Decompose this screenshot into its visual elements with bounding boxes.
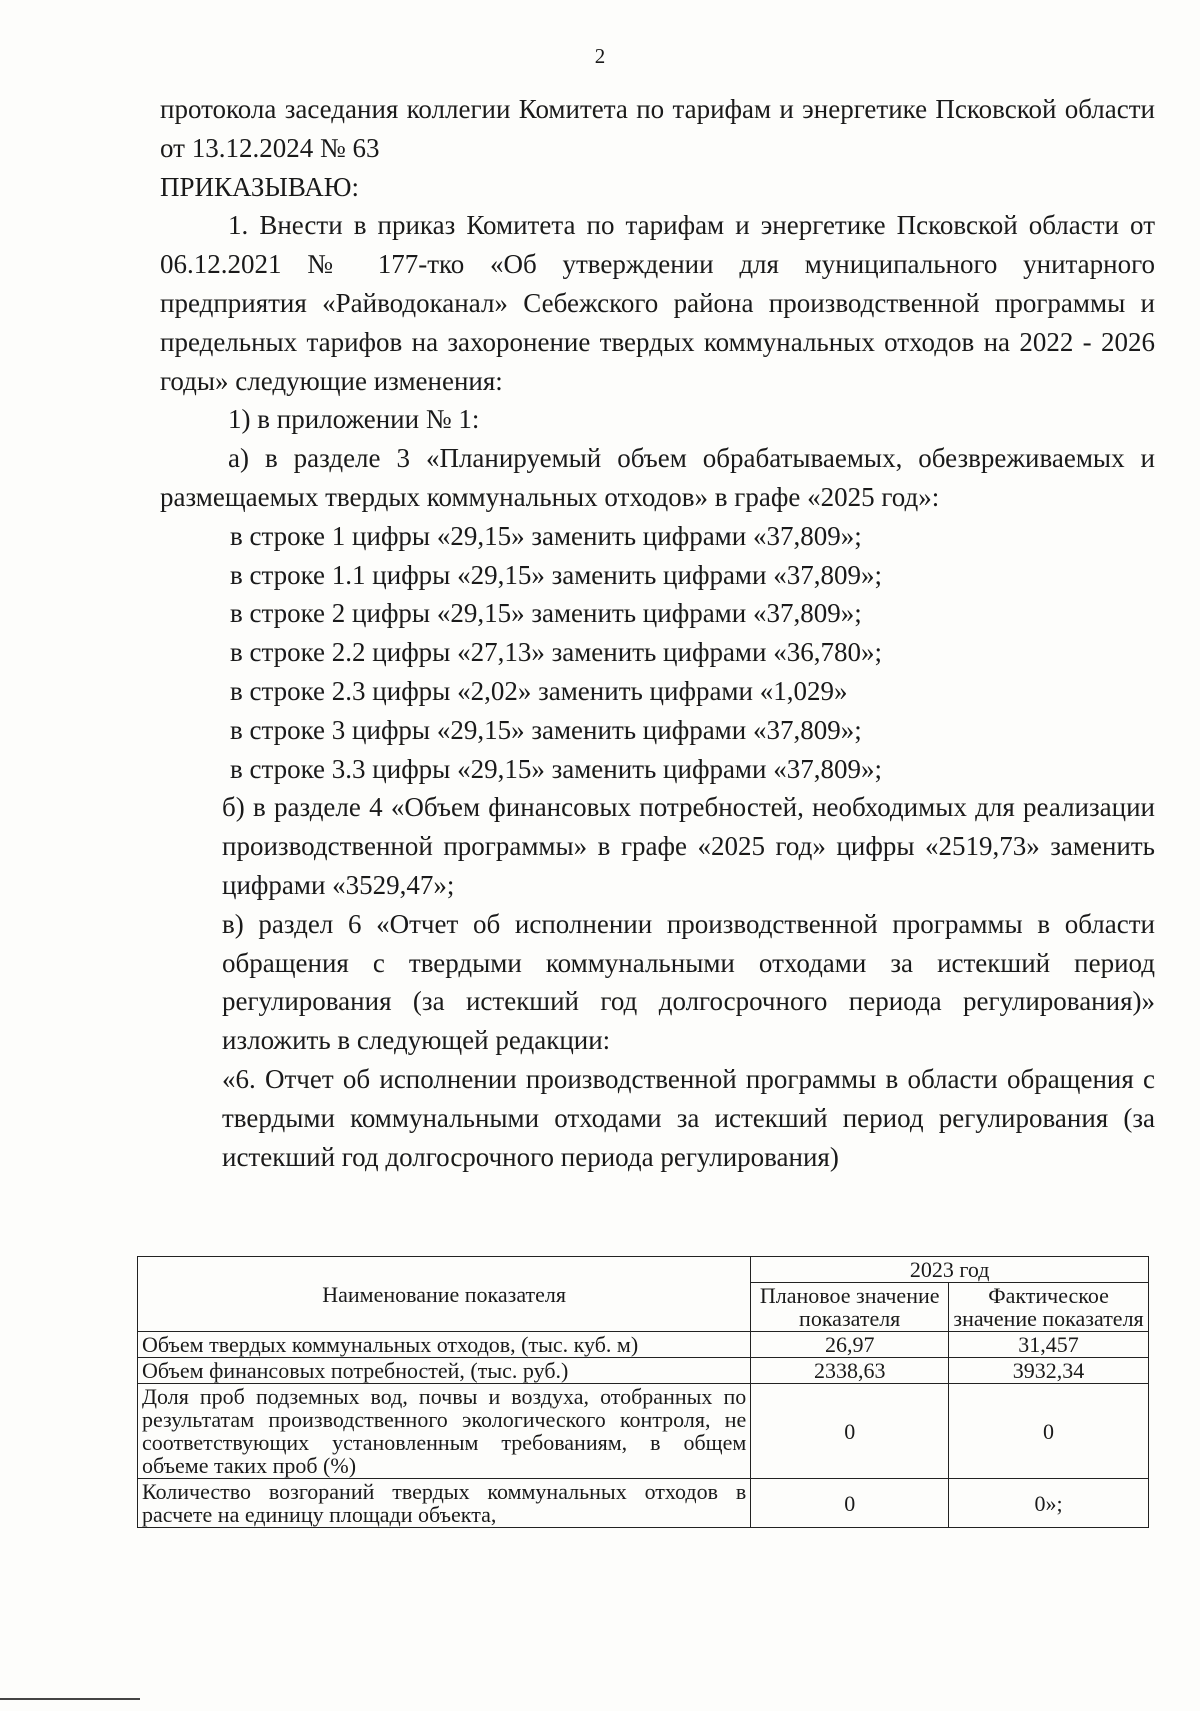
paragraph-section-6: в) раздел 6 «Отчет об исполнении производственной программы в области обращения с твердыми коммунальными отходами за истекший период регулирования (за истекший год долгосрочного периода регулирования)» изложить в следующей редакции: [222,908,1155,1056]
paragraph-row-2-3: в строке 2.3 цифры «2,02» заменить цифрами «1,029» [230,675,848,706]
paragraph-row-1-1: в строке 1.1 цифры «29,15» заменить цифрами «37,809»; [230,559,882,590]
actual-value: 0 [949,1384,1149,1479]
indicator-name: Объем твердых коммунальных отходов, (тыс. куб. м) [138,1332,751,1358]
paragraph-section-4: б) в разделе 4 «Объем финансовых потребностей, необходимых для реализации производственной программы» в графе «2025 год» цифры «2519,73» заменить цифрами «3529,47»; [222,792,1155,900]
indicator-name: Объем финансовых потребностей, (тыс. руб.) [138,1358,751,1384]
indicator-name: Доля проб подземных вод, почвы и воздуха, отобранных по результатам производственного экологического контроля, не соответствующих установленным требованиям, в общем объеме таких проб (%) [138,1384,751,1479]
paragraph-report-title: «6. Отчет об исполнении производственной программы в области обращения с твердыми коммунальными отходами за истекший период регулирования (за истекший год долгосрочного периода регулирования) [222,1063,1155,1172]
paragraph-row-2: в строке 2 цифры «29,15» заменить цифрами «37,809»; [230,598,862,629]
planned-value: 26,97 [751,1332,949,1358]
table-row [138,1358,1149,1384]
paragraph-row-3-3: в строке 3.3 цифры «29,15» заменить цифрами «37,809»; [230,753,882,784]
table-row [138,1384,1149,1479]
page-number: 2 [594,44,606,68]
scan-edge-line [0,1698,140,1700]
table-row [138,1479,1149,1528]
actual-value: 0»; [949,1479,1149,1528]
paragraph-row-3: в строке 3 цифры «29,15» заменить цифрами «37,809»; [230,714,862,745]
table-row [138,1332,1149,1358]
paragraph-order: ПРИКАЗЫВАЮ: [160,171,359,202]
actual-value-header: Фактическое значение показателя [949,1283,1149,1332]
planned-value: 0 [751,1384,949,1479]
planned-value-header: Плановое значение показателя [751,1283,949,1332]
paragraph-row-1: в строке 1 цифры «29,15» заменить цифрами «37,809»; [230,520,862,551]
actual-value: 3932,34 [949,1358,1149,1384]
report-table [137,1256,1149,1528]
table-header-row [138,1257,1149,1283]
document-body [160,90,1155,1176]
indicator-name: Количество возгораний твердых коммунальных отходов в расчете на единицу площади объекта, [138,1479,751,1528]
planned-value: 2338,63 [751,1358,949,1384]
paragraph-item-1: 1. Внести в приказ Комитета по тарифам и энергетике Псковской области от 06.12.2021 № 177-тко «Об утверждении для муниципального унитарного предприятия «Райводоканал» Себежского района производственной программы и предельных тарифов на захоронение твердых коммунальных отходов на 2022 - 2026 годы» следующие изменения: [160,210,1155,396]
paragraph-appendix-1: 1) в приложении № 1: [228,404,480,435]
paragraph-row-2-2: в строке 2.2 цифры «27,13» заменить цифрами «36,780»; [230,637,882,668]
year-header: 2023 год [751,1257,1149,1283]
planned-value: 0 [751,1479,949,1528]
paragraph-protocol: протокола заседания коллегии Комитета по тарифам и энергетике Псковской области от 13.12.2024 № 63 [160,94,1155,163]
paragraph-section-3: а) в разделе 3 «Планируемый объем обрабатываемых, обезвреживаемых и размещаемых твердых коммунальных отходов» в графе «2025 год»: [160,443,1155,512]
indicator-name-header: Наименование показателя [138,1257,751,1332]
actual-value: 31,457 [949,1332,1149,1358]
